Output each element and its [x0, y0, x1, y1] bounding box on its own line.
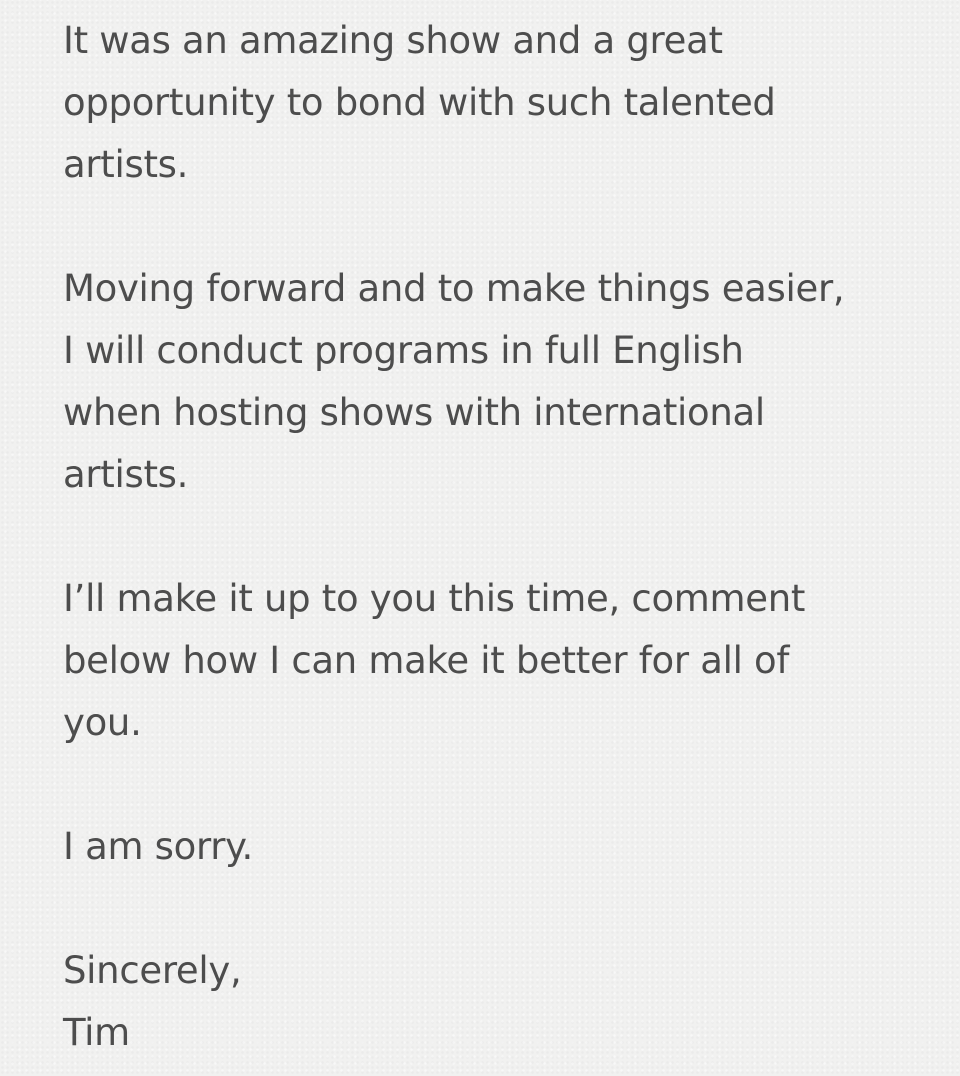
paragraph-spacer	[63, 506, 920, 568]
closing-line: Sincerely,	[63, 949, 242, 992]
text-line: artists.	[63, 453, 189, 496]
text-line: artists.	[63, 143, 189, 186]
text-line: opportunity to bond with such talented	[63, 81, 776, 124]
text-line: you.	[63, 701, 142, 744]
apology-line: I am sorry.	[63, 825, 253, 868]
paragraph-moving-forward	[63, 258, 920, 506]
paragraph-spacer	[63, 754, 920, 816]
paragraph-spacer	[63, 878, 920, 940]
paragraph-make-it-up	[63, 568, 920, 754]
text-line: when hosting shows with international	[63, 391, 765, 434]
signature-line: Tim	[63, 1011, 130, 1054]
paragraph-show	[63, 10, 920, 196]
paragraph-spacer	[63, 196, 920, 258]
text-line: below how I can make it better for all of	[63, 639, 790, 682]
text-line: It was an amazing show and a great	[63, 19, 723, 62]
text-line: Moving forward and to make things easier,	[63, 267, 845, 310]
text-line: I will conduct programs in full English	[63, 329, 744, 372]
text-line: I’ll make it up to you this time, comment	[63, 577, 806, 620]
